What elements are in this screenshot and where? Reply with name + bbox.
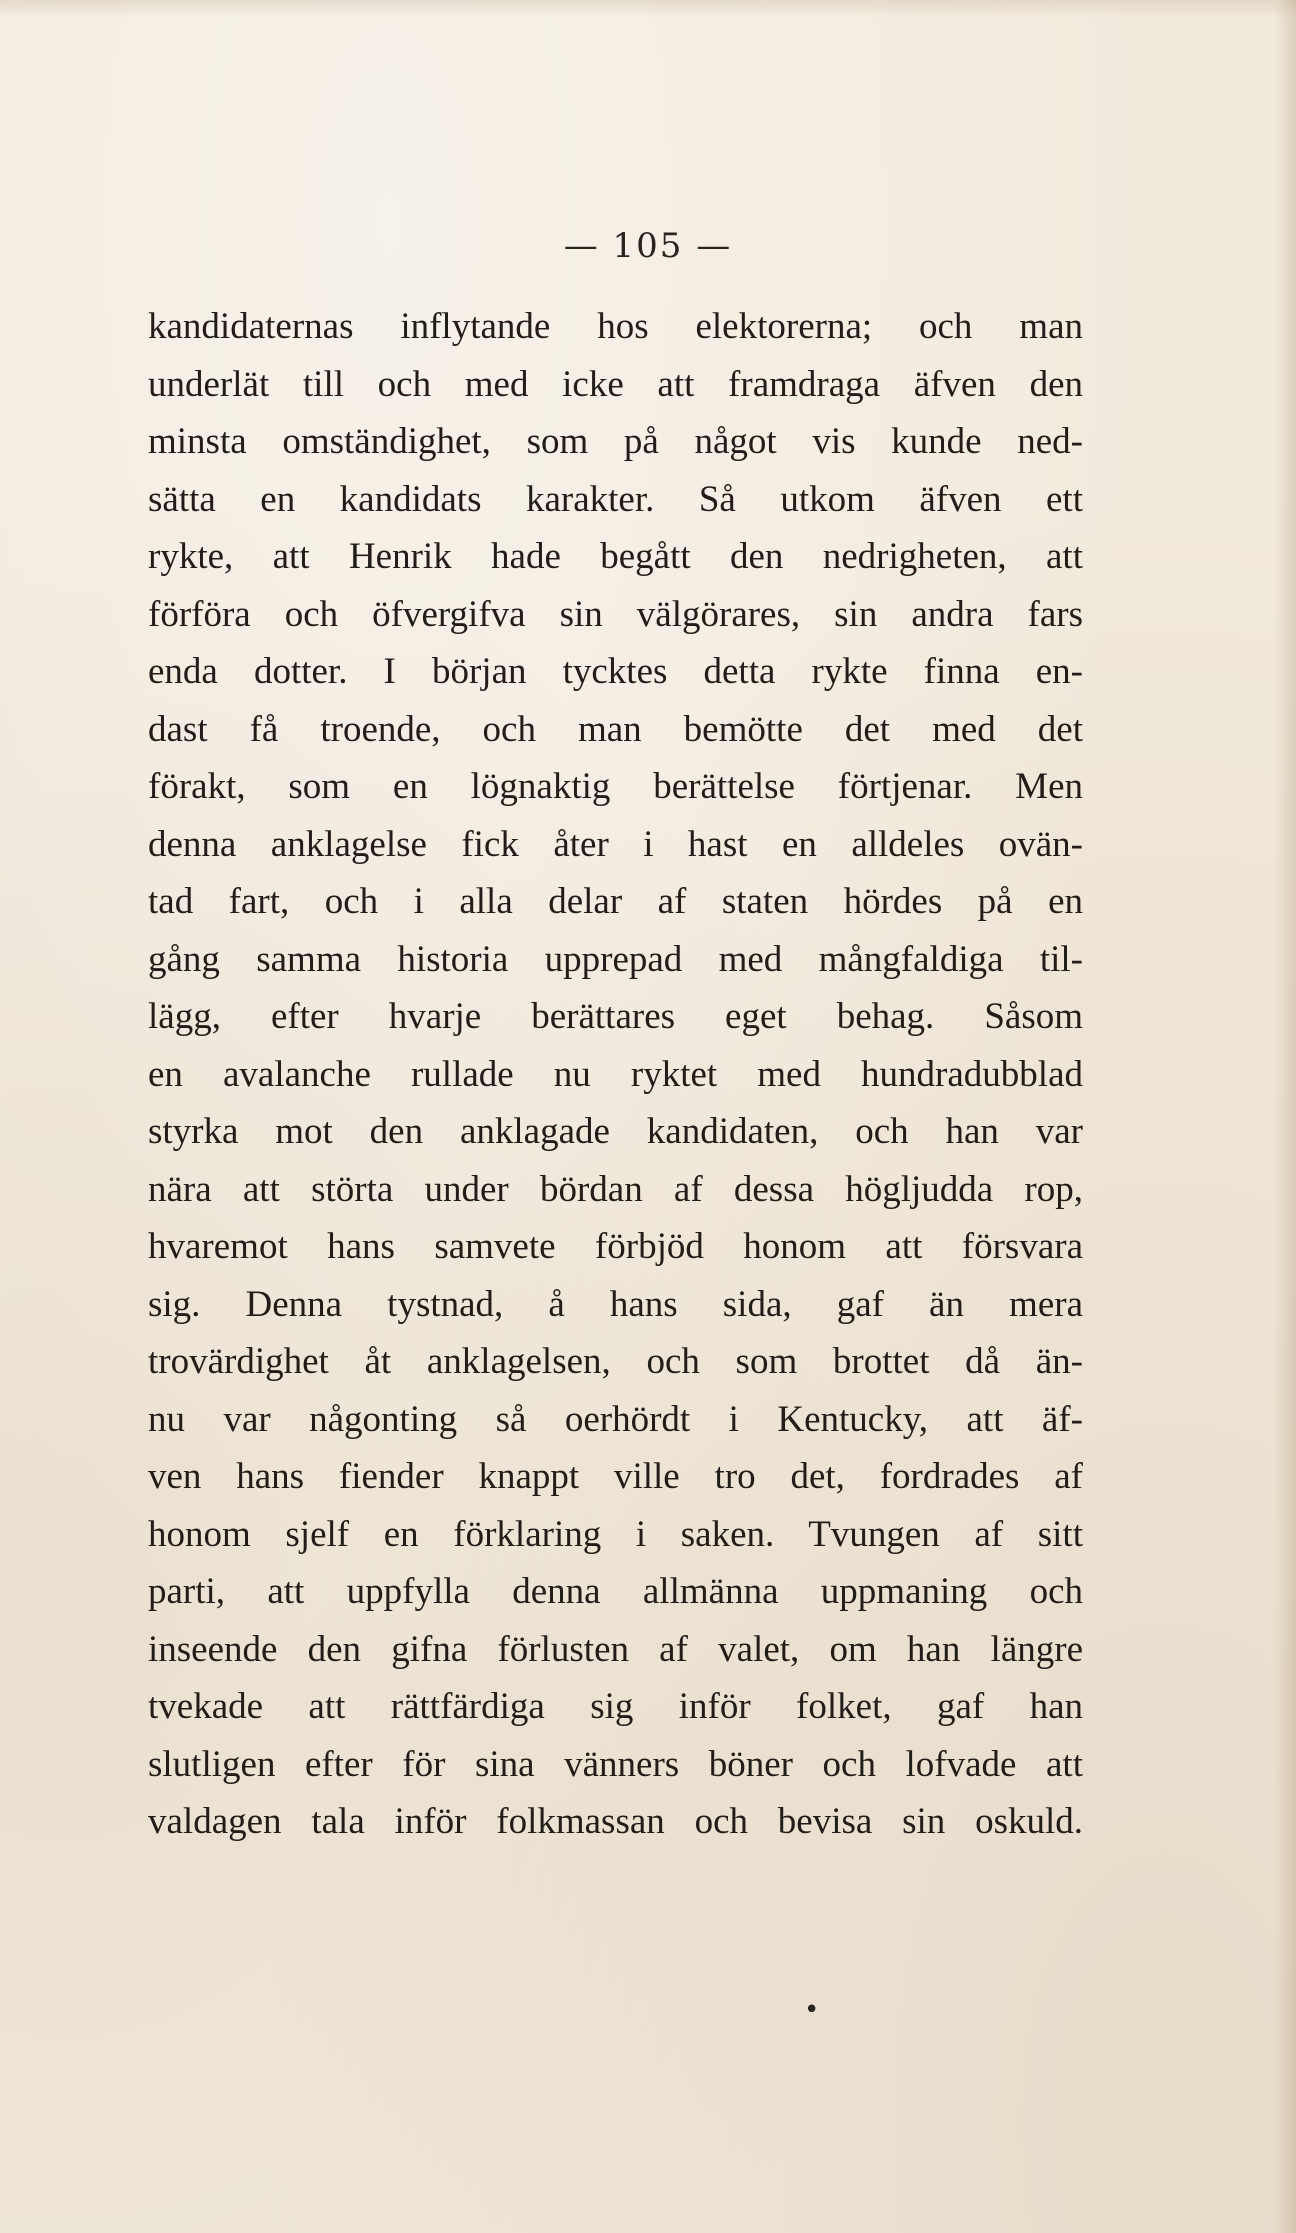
text-line: lägg, efter hvarje berättares eget behag. Såsom [148, 996, 1083, 1037]
text-line: parti, att uppfylla denna allmänna uppmaning och [148, 1571, 1083, 1612]
text-line: honom sjelf en förklaring i saken. Tvungen af sitt [148, 1513, 1083, 1555]
page-top-shadow [0, 0, 1296, 18]
text-line: nära att störta under bördan af dessa högljudda rop, [148, 1168, 1083, 1210]
text-line: trovärdighet åt anklagelsen, och som brottet då än- [148, 1341, 1083, 1382]
text-line: ven hans fiender knappt ville tro det, fordrades af [148, 1456, 1083, 1497]
text-line: underlät till och med icke att framdraga äfven den [148, 363, 1083, 405]
text-line: förakt, som en lögnaktig berättelse förtjenar. Men [148, 766, 1083, 807]
text-line: enda dotter. I början tycktes detta rykte finna en- [148, 651, 1083, 692]
body-text [148, 298, 1083, 1851]
text-line: slutligen efter för sina vänners böner och lofvade att [148, 1743, 1083, 1785]
text-line: valdagen tala inför folkmassan och bevisa sin oskuld. [148, 1801, 1083, 1842]
ornament-mark: • [804, 1995, 820, 2025]
text-line: kandidaternas inflytande hos elektorerna; och man [148, 306, 1083, 347]
text-line: styrka mot den anklagade kandidaten, och han var [148, 1111, 1083, 1152]
text-line: gång samma historia upprepad med mångfaldiga til- [148, 938, 1083, 980]
text-line: nu var någonting så oerhördt i Kentucky, att äf- [148, 1398, 1083, 1440]
text-line: rykte, att Henrik hade begått den nedrigheten, att [148, 536, 1083, 577]
text-line: denna anklagelse fick åter i hast en alldeles ovän- [148, 823, 1083, 865]
text-line: minsta omständighet, som på något vis kunde ned- [148, 421, 1083, 462]
text-line: hvaremot hans samvete förbjöd honom att försvara [148, 1226, 1083, 1267]
text-line: dast få troende, och man bemötte det med det [148, 708, 1083, 750]
text-line: sig. Denna tystnad, å hans sida, gaf än mera [148, 1283, 1083, 1325]
text-line: tad fart, och i alla delar af staten hördes på en [148, 881, 1083, 922]
text-line: inseende den gifna förlusten af valet, om han längre [148, 1628, 1083, 1670]
text-line: tvekade att rättfärdiga sig inför folket, gaf han [148, 1686, 1083, 1727]
page-edge-shadow [1274, 0, 1296, 2233]
text-line: förföra och öfvergifva sin välgörares, sin andra fars [148, 593, 1083, 635]
text-line: en avalanche rullade nu ryktet med hundradubblad [148, 1053, 1083, 1095]
page-number-header: — 105 — [563, 226, 733, 266]
text-line: sätta en kandidats karakter. Så utkom äfven ett [148, 478, 1083, 520]
